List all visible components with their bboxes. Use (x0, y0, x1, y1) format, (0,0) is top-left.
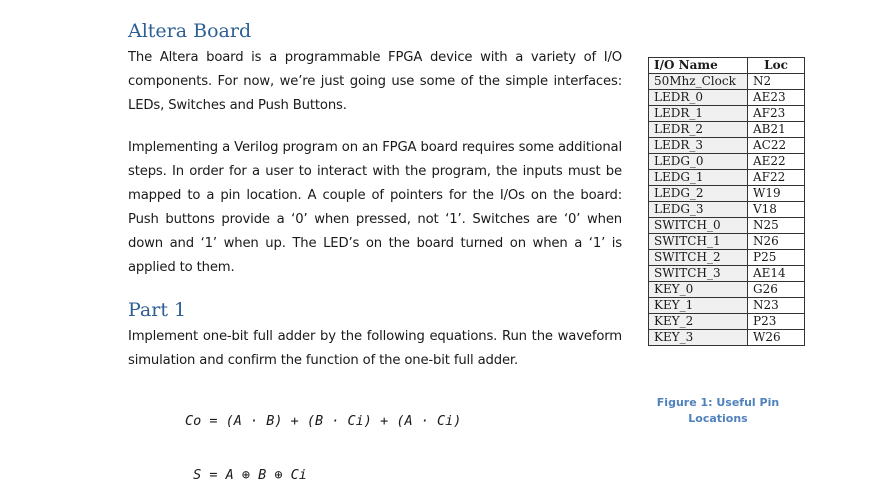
document-body (128, 18, 622, 373)
column-header-io-name: I/O Name (649, 58, 748, 74)
loc-cell: N25 (748, 218, 805, 234)
loc-cell: P23 (748, 314, 805, 330)
table-row (649, 106, 805, 122)
equation-sum: S = A ⊕ B ⊕ Ci (185, 467, 307, 483)
equation-carry-out: Co = (A · B) + (B · Ci) + (A · Ci) (185, 413, 462, 429)
column-header-loc: Loc (748, 58, 805, 74)
loc-cell: AF22 (748, 170, 805, 186)
table-row (649, 330, 805, 346)
heading-altera-board: Altera Board (128, 20, 252, 42)
table-row (649, 154, 805, 170)
io-name-cell: SWITCH_3 (649, 266, 748, 282)
io-name-cell: KEY_0 (649, 282, 748, 298)
loc-cell: AC22 (748, 138, 805, 154)
loc-cell: AB21 (748, 122, 805, 138)
table-row (649, 218, 805, 234)
loc-cell: G26 (748, 282, 805, 298)
paragraph-part-1: Implement one-bit full adder by the following equations. Run the waveform simulation and confirm the function of the one-bit full adder. (128, 329, 622, 368)
table-row (649, 298, 805, 314)
loc-cell: N26 (748, 234, 805, 250)
heading-part-1: Part 1 (128, 299, 187, 321)
table-row (649, 90, 805, 106)
equations (185, 376, 461, 502)
io-name-cell: LEDR_2 (649, 122, 748, 138)
loc-cell: AE14 (748, 266, 805, 282)
io-name-cell: SWITCH_1 (649, 234, 748, 250)
pin-location-table (648, 57, 805, 346)
io-name-cell: KEY_3 (649, 330, 748, 346)
table-row (649, 234, 805, 250)
io-name-cell: KEY_1 (649, 298, 748, 314)
io-name-cell: 50Mhz_Clock (649, 74, 748, 90)
io-name-cell: LEDG_1 (649, 170, 748, 186)
io-name-cell: SWITCH_2 (649, 250, 748, 266)
table-row (649, 202, 805, 218)
table-row (649, 74, 805, 90)
io-name-cell: LEDR_1 (649, 106, 748, 122)
loc-cell: P25 (748, 250, 805, 266)
loc-cell: AE23 (748, 90, 805, 106)
io-name-cell: LEDG_3 (649, 202, 748, 218)
table-row (649, 138, 805, 154)
table-row (649, 170, 805, 186)
loc-cell: N2 (748, 74, 805, 90)
table-row (649, 282, 805, 298)
paragraph-intro: The Altera board is a programmable FPGA device with a variety of I/O components. For now, we’re just going use some of the simple interfaces: LEDs, Switches and Push Buttons. (128, 50, 622, 113)
table-row (649, 314, 805, 330)
figure-caption: Figure 1: Useful Pin Locations (656, 396, 780, 425)
io-name-cell: LEDG_2 (649, 186, 748, 202)
loc-cell: V18 (748, 202, 805, 218)
io-name-cell: KEY_2 (649, 314, 748, 330)
io-name-cell: LEDR_0 (649, 90, 748, 106)
table-row (649, 266, 805, 282)
io-name-cell: LEDG_0 (649, 154, 748, 170)
table-row (649, 250, 805, 266)
table-header-row (649, 58, 805, 74)
loc-cell: W19 (748, 186, 805, 202)
loc-cell: W26 (748, 330, 805, 346)
io-name-cell: SWITCH_0 (649, 218, 748, 234)
paragraph-implementation: Implementing a Verilog program on an FPGA board requires some additional steps. In order for a user to interact with the program, the inputs must be mapped to a pin location. A couple of pointers for the I/Os on the board: Push buttons provide a ‘0’ when pressed, not ‘1’. Switches are ‘0’ when down and ‘1’ when up. The LED’s on the board turned on when a ‘1’ is applied to them. (128, 140, 622, 275)
loc-cell: N23 (748, 298, 805, 314)
table-row (649, 122, 805, 138)
table-row (649, 186, 805, 202)
loc-cell: AE22 (748, 154, 805, 170)
io-name-cell: LEDR_3 (649, 138, 748, 154)
loc-cell: AF23 (748, 106, 805, 122)
